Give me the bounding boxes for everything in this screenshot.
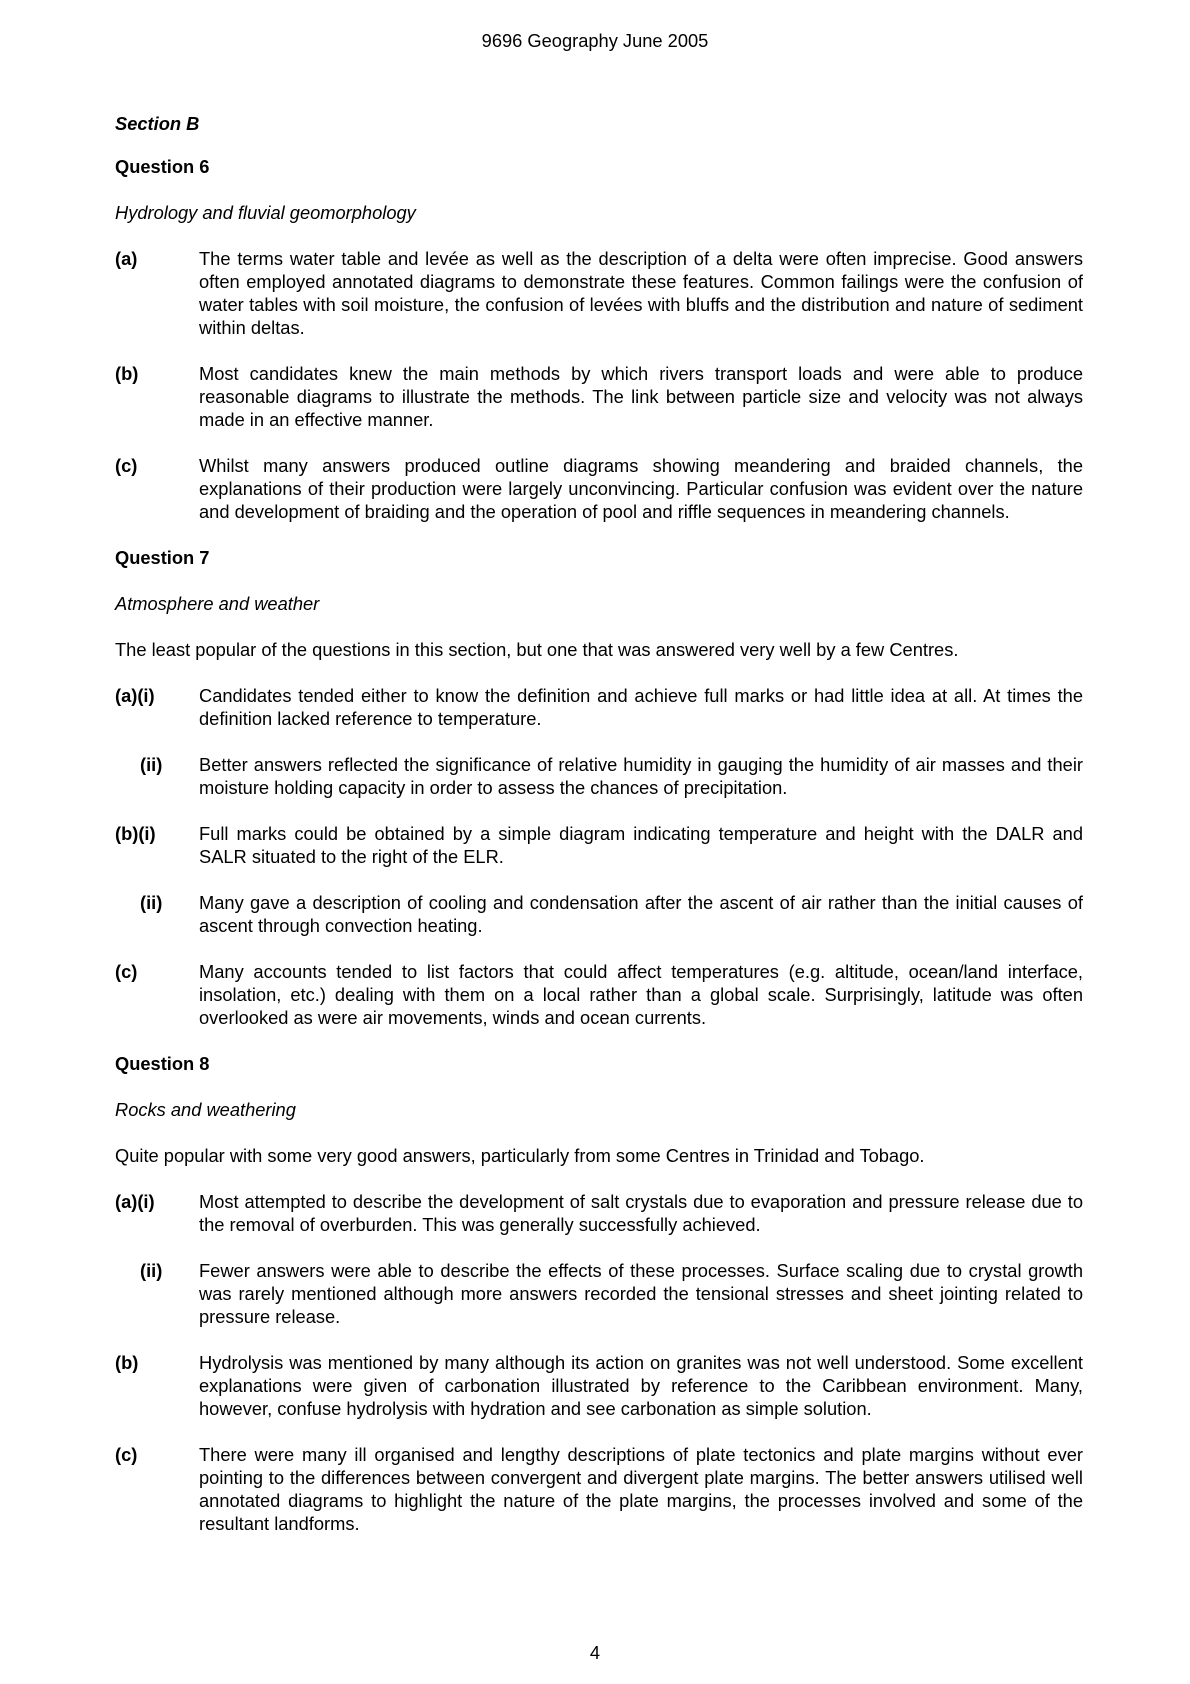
- part-text: Hydrolysis was mentioned by many although its action on granites was not well understood. Some excellent explanations were given of carbonation illustrated by reference to the Caribbean environment. Many, however, confuse hydrolysis with hydration and see carbonation as simple solution.: [199, 1352, 1083, 1419]
- part-text: Whilst many answers produced outline diagrams showing meandering and braided channels, the explanations of their production were largely unconvincing. Particular confusion was evident over the nature and development of braiding and the operation of pool and riffle sequences in meandering channels.: [199, 455, 1083, 522]
- question-6: [115, 155, 1083, 523]
- question-7: [115, 546, 1083, 1029]
- question-topic: Hydrology and fluvial geomorphology: [115, 202, 416, 223]
- part-label: (c): [115, 1444, 138, 1465]
- part-text: Most candidates knew the main methods by which rivers transport loads and were able to produce reasonable diagrams to illustrate the methods. The link between particle size and velocity was not always made in an effective manner.: [199, 363, 1083, 430]
- question-topic: Atmosphere and weather: [115, 593, 320, 614]
- part-label: (a)(i): [115, 685, 155, 706]
- part-text: Full marks could be obtained by a simple diagram indicating temperature and height with the DALR and SALR situated to the right of the ELR.: [199, 823, 1083, 867]
- question-part: [115, 822, 1083, 868]
- part-label: (a): [115, 248, 138, 269]
- question-part: [115, 1190, 1083, 1236]
- question-part: [115, 454, 1083, 523]
- page-number: 4: [589, 1642, 601, 1663]
- part-text: Better answers reflected the significance of relative humidity in gauging the humidity of air masses and their moisture holding capacity in order to assess the chances of precipitation.: [199, 754, 1083, 798]
- page-header: 9696 Geography June 2005: [481, 30, 709, 51]
- part-label: (b): [115, 1352, 139, 1373]
- part-label: (b)(i): [115, 823, 156, 844]
- part-text: Most attempted to describe the development of salt crystals due to evaporation and pressure release due to the removal of overburden. This was generally successfully achieved.: [199, 1191, 1083, 1235]
- part-text: Candidates tended either to know the definition and achieve full marks or had little idea at all. At times the definition lacked reference to temperature.: [199, 685, 1083, 729]
- question-part: [115, 247, 1083, 339]
- question-part: [115, 684, 1083, 730]
- question-part: [115, 1351, 1083, 1420]
- question-intro: Quite popular with some very good answers, particularly from some Centres in Trinidad and Tobago.: [115, 1145, 925, 1166]
- question-heading: Question 7: [115, 547, 210, 568]
- part-label: (c): [115, 961, 138, 982]
- question-8: [115, 1052, 1083, 1535]
- part-label: (b): [115, 363, 139, 384]
- part-text: Many gave a description of cooling and condensation after the ascent of air rather than the initial causes of ascent through convection heating.: [199, 892, 1083, 936]
- question-topic: Rocks and weathering: [115, 1099, 296, 1120]
- part-text: There were many ill organised and lengthy descriptions of plate tectonics and plate margins without ever pointing to the differences between convergent and divergent plate margins. The better answers utilised well annotated diagrams to highlight the nature of the plate margins, the processes involved and some of the resultant landforms.: [199, 1444, 1083, 1534]
- question-intro: The least popular of the questions in this section, but one that was answered very well by a few Centres.: [115, 639, 959, 660]
- part-label: (c): [115, 455, 138, 476]
- section-title: Section B: [115, 113, 200, 134]
- part-text: Fewer answers were able to describe the effects of these processes. Surface scaling due to crystal growth was rarely mentioned although more answers recorded the tensional stresses and sheet jointing related to pressure release.: [199, 1260, 1083, 1327]
- question-part: [115, 891, 1083, 937]
- question-heading: Question 8: [115, 1053, 210, 1074]
- part-text: The terms water table and levée as well as the description of a delta were often imprecise. Good answers often employed annotated diagrams to demonstrate these features. Common failings were the confusion of water tables with soil moisture, the confusion of levées with bluffs and the distribution and nature of sediment within deltas.: [199, 248, 1083, 338]
- question-part: [115, 1443, 1083, 1535]
- question-part: [115, 960, 1083, 1029]
- part-label: (ii): [140, 1260, 163, 1281]
- part-label: (ii): [140, 892, 163, 913]
- question-part: [115, 1259, 1083, 1328]
- part-text: Many accounts tended to list factors that could affect temperatures (e.g. altitude, ocean/land interface, insolation, etc.) dealing with them on a local rather than a global scale. Surprisingly, latitude was often overlooked as were air movements, winds and ocean currents.: [199, 961, 1083, 1028]
- question-part: [115, 753, 1083, 799]
- question-part: [115, 362, 1083, 431]
- report-content: [115, 112, 1083, 1558]
- part-label: (a)(i): [115, 1191, 155, 1212]
- part-label: (ii): [140, 754, 163, 775]
- question-heading: Question 6: [115, 156, 210, 177]
